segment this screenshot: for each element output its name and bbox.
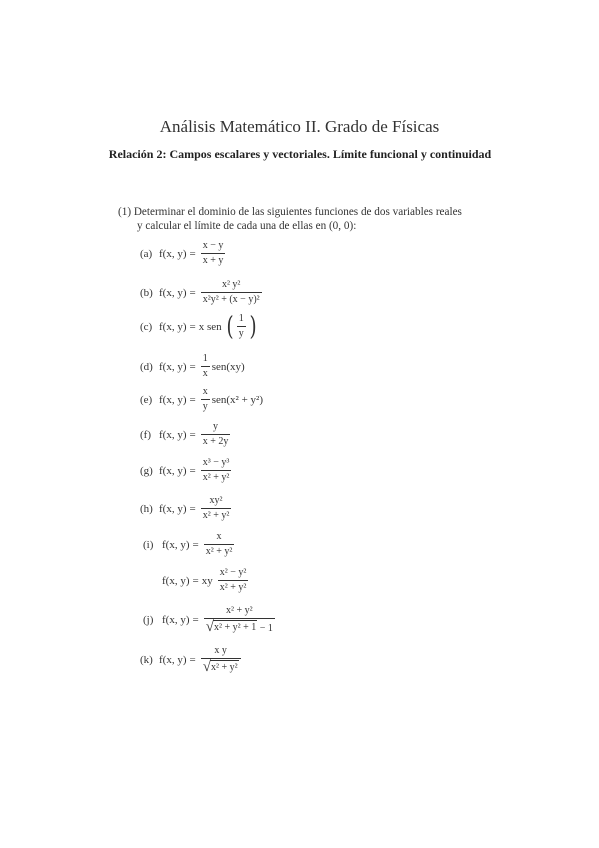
denominator: x + y [202,255,224,266]
function-lhs: f(x, y) [159,286,187,299]
numerator: x² − y² [219,567,247,578]
function-lhs: f(x, y) [159,393,187,406]
item-i [143,531,236,558]
numerator: x − y [202,240,224,251]
equals-sign: = [189,502,196,515]
item-label: (b) [140,286,153,299]
item-label: (d) [140,360,153,373]
function-lhs: f(x, y) [159,654,187,666]
denominator-tail: − 1 [259,623,273,634]
fraction [237,313,246,340]
numerator: x [216,531,222,542]
fraction [204,531,235,558]
fraction [201,495,232,522]
denominator: x²y² + (x − y)² [202,294,260,305]
numerator: xy² [209,495,223,506]
expression-prefix: x sen [198,320,222,333]
numerator: x² + y² [225,605,253,616]
radicand: x² + y² + 1 [213,622,257,633]
square-root [206,620,258,634]
item-a [140,240,227,267]
fraction [201,645,241,675]
equals-sign: = [192,538,199,551]
equals-sign: = [189,286,196,299]
denominator: x² + y² [205,546,233,557]
function-lhs: f(x, y) [159,320,187,333]
function-lhs: f(x, y) [162,574,190,587]
equals-sign: = [189,247,196,260]
problem-line-1: (1) Determinar el dominio de las siguientes funciones de dos variables reales [118,206,462,218]
equals-sign: = [189,320,196,333]
fraction [201,240,226,267]
item-label: (h) [140,502,153,515]
item-label: (k) [140,654,153,666]
radical-sign: √ [202,659,211,675]
item-g [140,457,233,484]
numerator: y [213,421,219,432]
item-h [140,495,233,522]
numerator: 1 [238,313,244,324]
numerator: x y [214,645,227,656]
problem-statement [118,205,518,233]
item-label: (a) [140,247,153,260]
item-c [140,313,258,340]
fraction [201,353,210,380]
item-label: (j) [143,614,154,626]
equals-sign: = [189,654,196,666]
numerator: x [202,386,208,397]
item-f [140,421,232,448]
radicand: x² + y² [210,662,238,673]
numerator: x² y² [221,279,241,290]
item-label: (e) [140,393,153,406]
item-j [143,605,277,635]
item-label: (i) [143,538,154,551]
fraction [201,421,231,448]
denominator: y [202,401,208,412]
expression-suffix: sen(x² + y²) [211,393,264,406]
function-lhs: f(x, y) [159,502,187,515]
denominator: x² + y² [202,510,230,521]
page-title: Análisis Matemático II. Grado de Físicas [159,117,440,136]
radical-sign: √ [205,619,214,635]
equals-sign: = [192,574,199,587]
denominator [204,618,275,635]
equals-sign: = [189,360,196,373]
function-lhs: f(x, y) [159,464,187,477]
equals-sign: = [189,464,196,477]
equals-sign: = [189,428,196,441]
denominator [201,658,241,675]
item-d [140,353,248,380]
expression-suffix: sen(xy) [211,360,245,373]
item-k [140,645,243,675]
denominator: x² + y² [219,582,247,593]
denominator: x² + y² [202,472,230,483]
denominator: x + 2y [202,436,229,447]
denominator: y [238,328,244,339]
function-lhs: f(x, y) [159,428,187,441]
left-paren: ( [226,311,234,342]
numerator: 1 [202,353,208,364]
item-label: (g) [140,464,153,477]
function-lhs: f(x, y) [159,247,187,260]
function-lhs: f(x, y) [159,360,187,373]
fraction [201,279,262,306]
equals-sign: = [189,393,196,406]
fraction [204,605,275,635]
item-e [140,386,266,413]
fraction [201,457,232,484]
fraction [218,567,249,594]
numerator: x³ − y³ [202,457,230,468]
function-lhs: f(x, y) [162,614,190,626]
item-label: (c) [140,320,153,333]
equals-sign: = [192,614,199,626]
item-b [140,279,264,306]
page-subtitle: Relación 2: Campos escalares y vectoriales. Límite funcional y continuidad [108,147,492,161]
right-paren: ) [249,311,257,342]
item-i-second [162,567,250,594]
function-lhs: f(x, y) [162,538,190,551]
problem-line-2: y calcular el límite de cada una de ellas en (0, 0): [137,220,357,232]
square-root [203,660,239,674]
expression-prefix: xy [201,574,213,587]
denominator: x [202,368,208,379]
fraction [201,386,210,413]
item-label: (f) [140,428,151,441]
